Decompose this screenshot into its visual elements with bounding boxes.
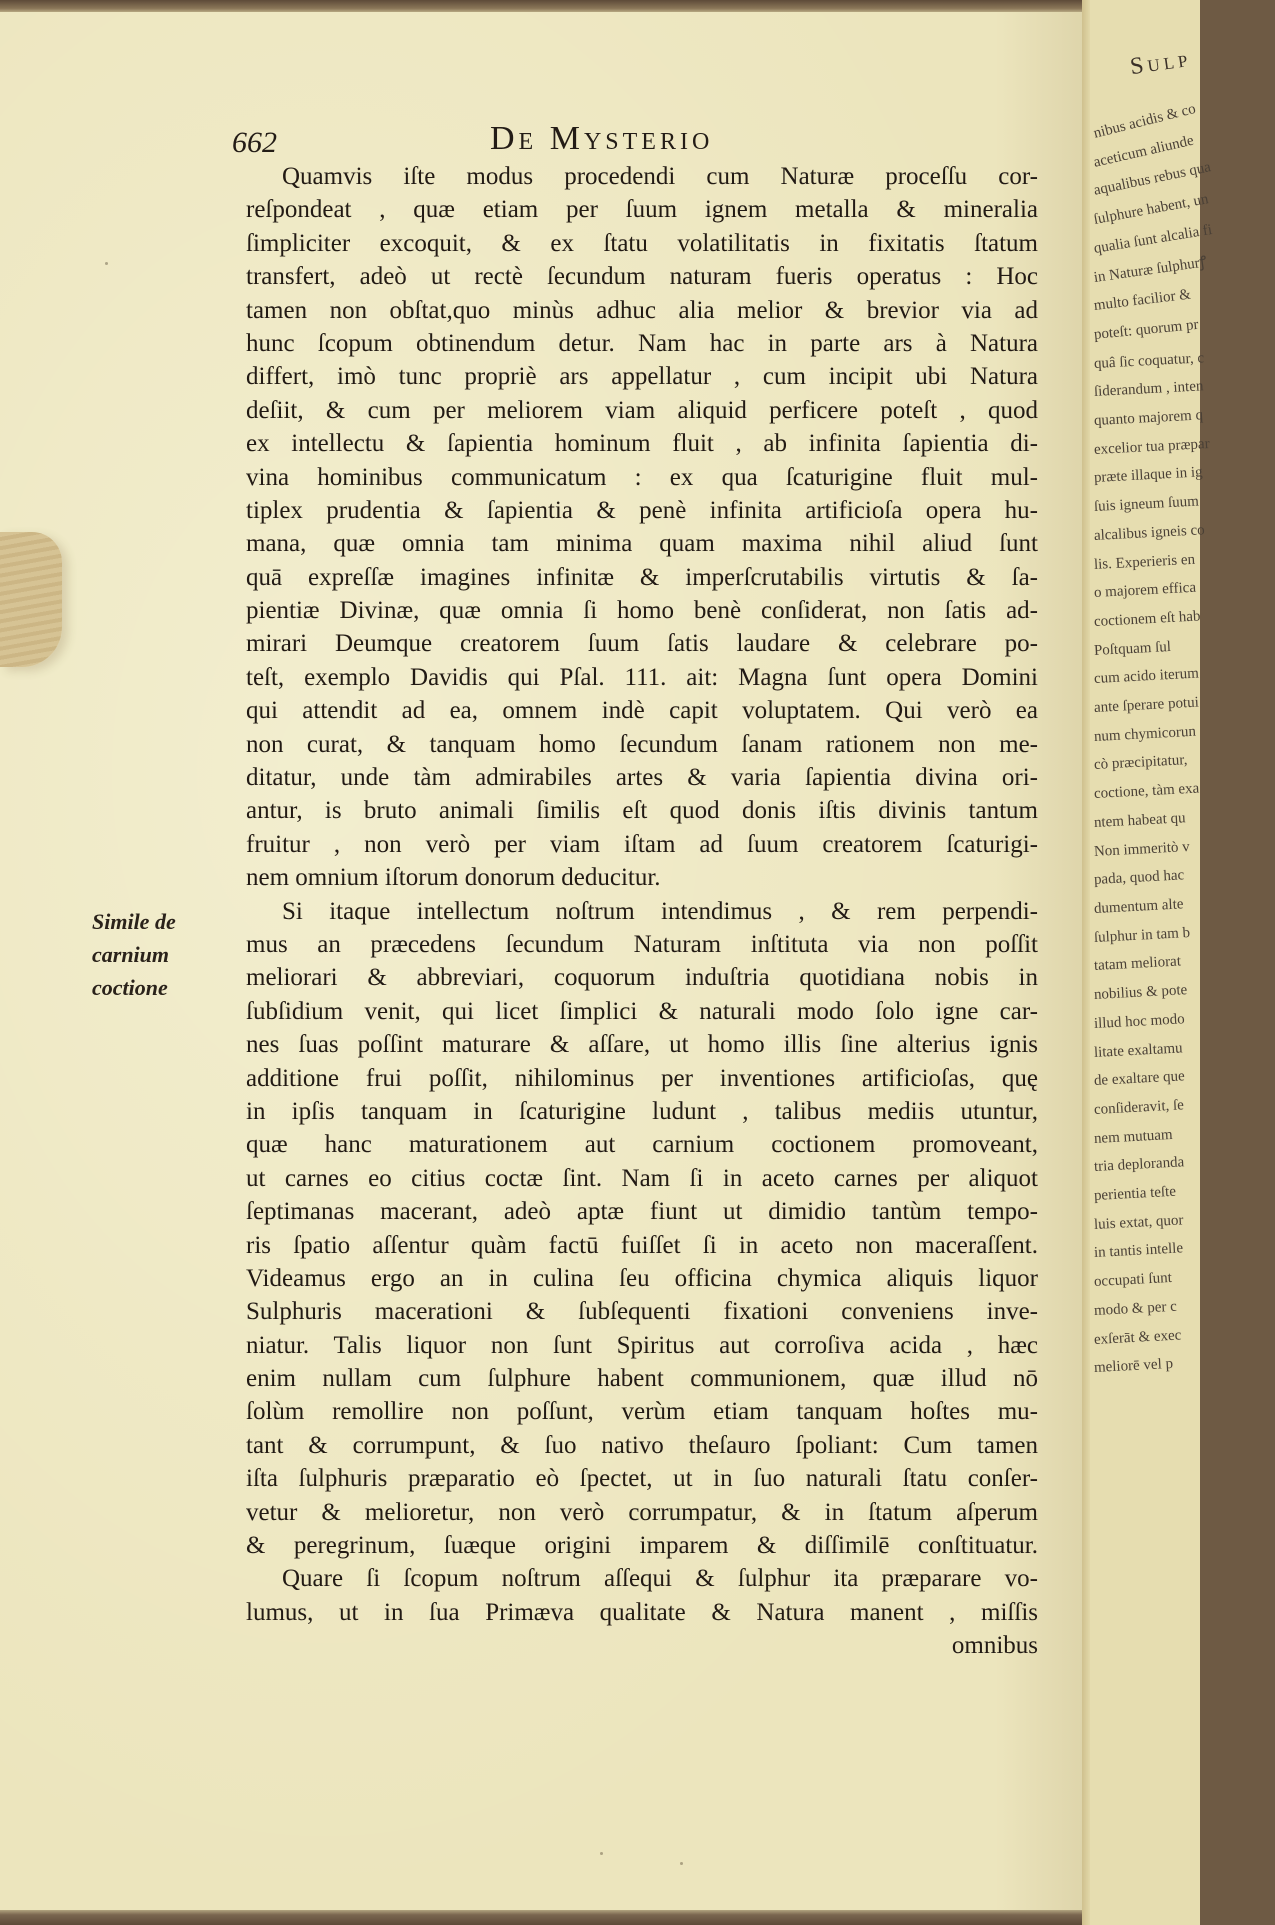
text-line: enim nullam cum ſulphure habent communionem, quæ illud nō bbox=[246, 1365, 1038, 1393]
text-line: vetur & melioretur, non verò corrumpatur, & in ſtatum aſperum bbox=[246, 1498, 1038, 1526]
catchword: omnibus bbox=[951, 1632, 1038, 1660]
facing-text-line: alcalibus igneis co bbox=[1093, 522, 1206, 544]
facing-text-line: dumentum alte bbox=[1093, 896, 1184, 917]
text-line: differt, imò tunc propriè ars appellatur , cum incipit ubi Natura bbox=[246, 363, 1038, 391]
facing-page bbox=[1090, 0, 1214, 1925]
facing-text-line: aqualibus rebus qua bbox=[1092, 159, 1213, 200]
text-line: tant & corrumpunt, & ſuo nativo theſauro ſpoliant: Cum tamen bbox=[246, 1431, 1038, 1459]
speck bbox=[600, 1852, 603, 1855]
text-line: mus an præcedens ſecundum Naturam inſtituta via non poſſit bbox=[246, 930, 1038, 958]
text-line: nes ſuas poſſint maturare & aſſare, ut homo illis ſine alterius ignis bbox=[246, 1031, 1038, 1059]
text-line: lumus, ut in ſua Primæva qualitate & Natura manent , miſſis bbox=[246, 1598, 1038, 1626]
text-line: ſeptimanas macerant, adeò aptæ fiunt ut dimidio tantùm tempo- bbox=[246, 1198, 1038, 1226]
text-line: ris ſpatio aſſentur quàm factū fuiſſet ſi in aceto non maceraſſent. bbox=[246, 1231, 1038, 1259]
facing-page-text bbox=[1091, 100, 1274, 1383]
text-line: quā expreſſæ imagines infinitæ & imperſcrutabilis virtutis & ſa- bbox=[246, 563, 1038, 591]
facing-text-line: num chymicorun bbox=[1093, 723, 1197, 745]
facing-text-line: de exaltare que bbox=[1093, 1068, 1186, 1090]
body-text bbox=[246, 160, 1038, 1663]
text-line: mirari Deumque creatorem ſuum ſatis laudare & celebrare po- bbox=[246, 630, 1038, 658]
text-line: ditatur, unde tàm admirabiles artes & varia ſapientia divina ori- bbox=[246, 764, 1038, 792]
facing-text-line: coctionem eſt hab bbox=[1093, 608, 1201, 630]
facing-text-line: quâ ſic coquatur, c bbox=[1093, 349, 1205, 372]
text-line: Quare ſi ſcopum noſtrum aſſequi & ſulphur ita præparare vo- bbox=[282, 1565, 1038, 1593]
facing-text-line: poteſt: quorum pr bbox=[1093, 316, 1200, 343]
text-line: qui attendit ad ea, omnem indè capit voluptatem. Qui verò ea bbox=[246, 697, 1038, 725]
facing-text-line: ſiderandum , inten bbox=[1093, 378, 1204, 401]
facing-text-line: exſerāt & exec bbox=[1093, 1326, 1182, 1348]
facing-text-line: in Naturæ ſulphurꝭ bbox=[1092, 253, 1208, 286]
facing-text-line: cò præcipitatur, bbox=[1093, 752, 1188, 774]
running-title: De Mysterio bbox=[490, 120, 714, 157]
text-line: hunc ſcopum obtinendum detur. Nam hac in parte ars à Natura bbox=[246, 329, 1038, 357]
facing-text-line: nibus acidis & co bbox=[1091, 100, 1198, 142]
facing-text-line: litate exaltamu bbox=[1093, 1039, 1183, 1061]
facing-text-line: Non immeritò v bbox=[1093, 838, 1191, 860]
text-line: Quamvis iſte modus procedendi cum Naturæ proceſſu cor- bbox=[282, 163, 1038, 190]
facing-text-line: ſulphur in tam b bbox=[1093, 924, 1191, 946]
facing-text-line: occupati ſunt bbox=[1093, 1270, 1173, 1291]
text-line: reſpondeat , quæ etiam per ſuum ignem metalla & mineralia bbox=[246, 196, 1038, 224]
text-line: non curat, & tanquam homo ſecundum ſanam rationem non me- bbox=[246, 730, 1038, 758]
text-line: fruitur , non verò per viam iſtam ad ſuum creatorem ſcaturigi- bbox=[246, 830, 1038, 858]
margin-note-line: Simile de bbox=[92, 909, 176, 934]
facing-text-line: o majorem effica bbox=[1093, 579, 1197, 602]
facing-text-line: luis extat, quor bbox=[1093, 1212, 1184, 1233]
text-line: iſta ſulphuris præparatio eò ſpectet, ut in ſuo naturali ſtatu conſer- bbox=[246, 1465, 1038, 1493]
running-head bbox=[232, 120, 1040, 160]
facing-text-line: tria deploranda bbox=[1093, 1154, 1185, 1176]
facing-text-line: Poſtquam ſul bbox=[1093, 638, 1172, 659]
facing-text-line: multo facilior & bbox=[1093, 286, 1192, 315]
text-line: antur, is bruto animali ſimilis eſt quod donis iſtis divinis tantum bbox=[246, 797, 1038, 825]
text-line: ut carnes eo citius coctæ ſint. Nam ſi in aceto carnes per aliquot bbox=[246, 1164, 1038, 1192]
facing-text-line: ante ſperare potui bbox=[1093, 694, 1200, 717]
facing-text-line: aceticum aliunde bbox=[1092, 132, 1196, 171]
text-line: teſt, exemplo Davidis qui Pſal. 111. ait: Magna ſunt opera Domini bbox=[246, 663, 1038, 691]
book-bottom-edge bbox=[0, 1908, 1115, 1925]
facing-text-line: conſideravit, ſe bbox=[1093, 1097, 1185, 1118]
text-line: ſolùm remollire non poſſunt, verùm etiam tanquam hoſtes mu- bbox=[246, 1398, 1038, 1426]
facing-text-line: pada, quod hac bbox=[1093, 867, 1185, 889]
page-number: 662 bbox=[232, 126, 277, 159]
facing-text-line: perientia teſte bbox=[1093, 1183, 1177, 1205]
facing-running-title: Sulp bbox=[1128, 45, 1193, 81]
text-line: niatur. Talis liquor non ſunt Spiritus aut corroſiva acida , hæc bbox=[246, 1331, 1038, 1359]
facing-text-line: nobilius & pote bbox=[1093, 982, 1188, 1004]
facing-text-line: lis. Experieris en bbox=[1093, 551, 1196, 573]
text-line: meliorari & abbreviari, coquorum induſtria quotidiana nobis in bbox=[246, 964, 1038, 992]
text-line: vina hominibus communicatum : ex qua ſcaturigine fluit mul- bbox=[246, 463, 1038, 491]
facing-text-line: qualia ſunt alcalia fi bbox=[1092, 221, 1214, 257]
text-line: ſimpliciter excoquit, & ex ſtatu volatilitatis in fixitatis ſtatum bbox=[246, 229, 1038, 257]
text-line: deſiit, & cum per meliorem viam aliquid perficere poteſt , quod bbox=[246, 396, 1038, 424]
facing-text-line: ſulphure habent, un bbox=[1092, 191, 1210, 228]
speck bbox=[105, 262, 108, 265]
facing-text-line: quanto majorem q bbox=[1093, 407, 1204, 430]
text-line: ſubſidium venit, qui licet ſimplici & naturali modo ſolo igne car- bbox=[246, 997, 1038, 1025]
facing-text-line: cum acido iterum bbox=[1093, 665, 1200, 688]
facing-text-line: in tantis intelle bbox=[1093, 1240, 1184, 1262]
text-line: in ipſis tanquam in ſcaturigine ludunt , talibus mediis utuntur, bbox=[246, 1097, 1038, 1125]
text-line: Videamus ergo an in culina ſeu officina chymica aliquis liquor bbox=[246, 1264, 1038, 1292]
text-line: Sulphuris macerationi & ſubſequenti fixationi conveniens inve- bbox=[246, 1298, 1038, 1326]
text-line: additione frui poſſit, nihilominus per inventiones artificioſas, quę bbox=[246, 1064, 1038, 1092]
facing-text-line: nem mutuam bbox=[1093, 1126, 1174, 1147]
facing-text-line: præte illaque in ig bbox=[1093, 464, 1203, 487]
facing-text-line: modo & per c bbox=[1093, 1298, 1178, 1319]
text-line: nem omnium iſtorum donorum deducitur. bbox=[246, 864, 661, 892]
facing-text-line: meliorē vel p bbox=[1093, 1356, 1174, 1377]
left-page bbox=[0, 12, 1082, 1910]
text-line: Si itaque intellectum noſtrum intendimus , & rem perpendi- bbox=[282, 897, 1038, 925]
facing-text-line: excelior tua præpar bbox=[1093, 435, 1211, 458]
facing-text-line: coctione, tàm exa bbox=[1093, 780, 1200, 803]
text-line: quæ hanc maturationem aut carnium coctionem promoveant, bbox=[246, 1131, 1038, 1159]
text-line: tamen non obſtat,quo minùs adhuc alia melior & brevior via ad bbox=[246, 296, 1038, 324]
text-line: transfert, adeò ut rectè ſecundum naturam fueris operatus : Hoc bbox=[246, 263, 1038, 291]
margin-note-line: coctione bbox=[92, 975, 168, 1000]
facing-text-line: tatam meliorat bbox=[1093, 953, 1182, 975]
book-gutter bbox=[1082, 0, 1090, 1925]
margin-note-line: carnium bbox=[92, 942, 170, 967]
text-line: pientiæ Divinæ, quæ omnia ſi homo benè conſiderat, non ſatis ad- bbox=[246, 597, 1038, 625]
facing-text-line: illud hoc modo bbox=[1093, 1011, 1186, 1032]
text-line: mana, quæ omnia tam minima quam maxima nihil aliud ſunt bbox=[246, 530, 1038, 558]
speck bbox=[680, 1862, 683, 1865]
text-line: ex intellectu & ſapientia hominum fluit , ab infinita ſapientia di- bbox=[246, 430, 1038, 458]
page-stain bbox=[0, 532, 62, 667]
facing-text-line: ntem habeat qu bbox=[1093, 810, 1186, 831]
margin-note bbox=[92, 905, 242, 1004]
text-line: & peregrinum, ſuæque origini imparem & diſſimilē conſtituatur. bbox=[246, 1532, 1038, 1560]
facing-text-line: ſuis igneum ſuum bbox=[1093, 493, 1200, 516]
text-line: tiplex prudentia & ſapientia & penè infinita artificioſa opera hu- bbox=[246, 496, 1038, 524]
